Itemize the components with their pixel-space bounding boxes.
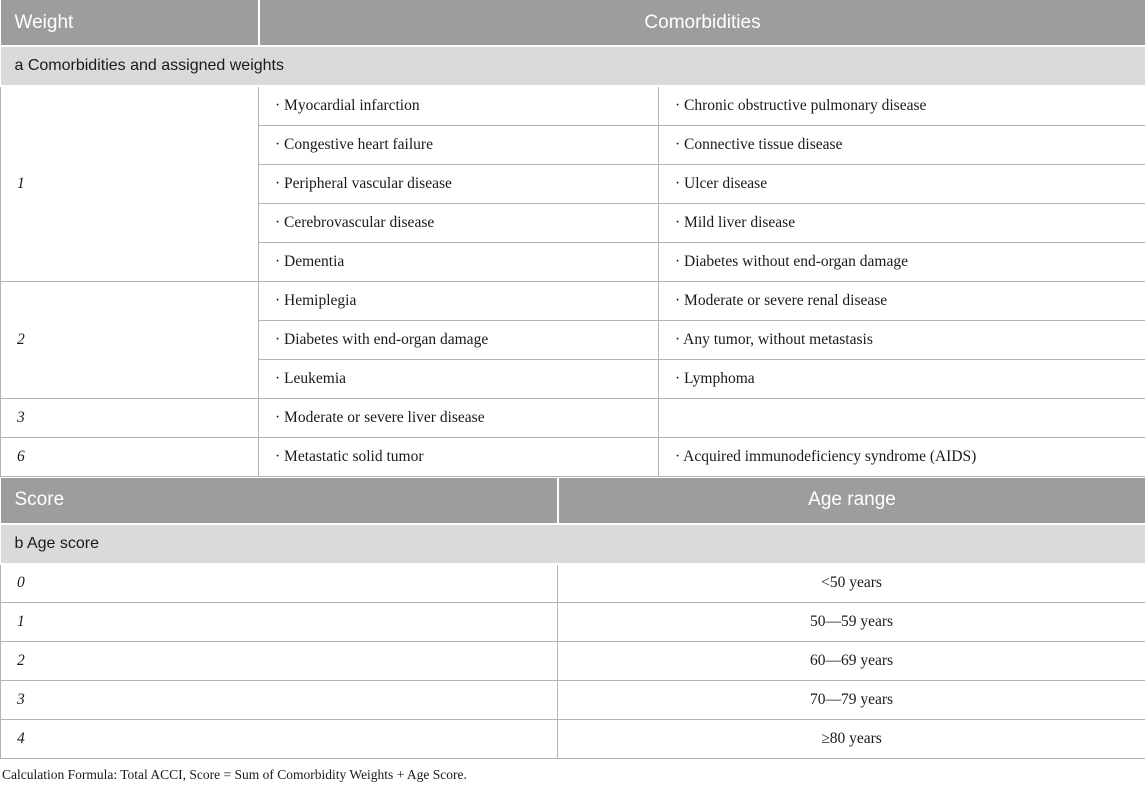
comorbidity-item-empty — [659, 398, 1145, 437]
comorbidities-header-row — [1, 0, 1145, 46]
table-row — [1, 86, 1145, 125]
weight-value: 1 — [1, 86, 259, 281]
age-score-header-row — [1, 478, 1145, 524]
age-range-value: ≥80 years — [558, 720, 1145, 759]
comorbidity-item: · Moderate or severe renal disease — [659, 281, 1145, 320]
comorbidity-item: · Diabetes without end-organ damage — [659, 242, 1145, 281]
score-column-header: Score — [1, 478, 558, 524]
age-range-value: 70—79 years — [558, 681, 1145, 720]
table-row — [1, 681, 1145, 720]
comorbidity-item: · Moderate or severe liver disease — [259, 398, 659, 437]
comorbidity-item: · Peripheral vascular disease — [259, 164, 659, 203]
comorbidity-item: · Cerebrovascular disease — [259, 203, 659, 242]
age-range-value: 60—69 years — [558, 642, 1145, 681]
comorbidity-item: · Any tumor, without metastasis — [659, 320, 1145, 359]
comorbidity-item: · Metastatic solid tumor — [259, 437, 659, 476]
weight-value: 6 — [1, 437, 259, 476]
table-row — [1, 398, 1145, 437]
age-score-table — [0, 478, 1145, 760]
table-row — [1, 720, 1145, 759]
comorbidity-item: · Diabetes with end-organ damage — [259, 320, 659, 359]
comorbidity-item: · Congestive heart failure — [259, 125, 659, 164]
weight-value: 2 — [1, 281, 259, 398]
score-value: 3 — [1, 681, 558, 720]
comorbidities-subheader-label: a Comorbidities and assigned weights — [1, 46, 1145, 86]
comorbidity-item: · Hemiplegia — [259, 281, 659, 320]
comorbidity-item: · Ulcer disease — [659, 164, 1145, 203]
calculation-formula-note: Calculation Formula: Total ACCI, Score = Sum of Comorbidity Weights + Age Score. — [0, 759, 1145, 787]
age-range-value: <50 years — [558, 564, 1145, 603]
age-score-subheader-row — [1, 524, 1145, 564]
age-range-value: 50—59 years — [558, 603, 1145, 642]
table-row — [1, 564, 1145, 603]
table-row — [1, 603, 1145, 642]
age-range-column-header: Age range — [558, 478, 1145, 524]
table-row — [1, 642, 1145, 681]
score-value: 4 — [1, 720, 558, 759]
weight-column-header: Weight — [1, 0, 259, 46]
comorbidity-item: · Dementia — [259, 242, 659, 281]
comorbidity-item: · Myocardial infarction — [259, 86, 659, 125]
score-value: 2 — [1, 642, 558, 681]
comorbidity-item: · Leukemia — [259, 359, 659, 398]
comorbidity-item: · Lymphoma — [659, 359, 1145, 398]
comorbidity-item: · Acquired immunodeficiency syndrome (AIDS) — [659, 437, 1145, 476]
weight-value: 3 — [1, 398, 259, 437]
comorbidity-item: · Chronic obstructive pulmonary disease — [659, 86, 1145, 125]
table-row — [1, 437, 1145, 476]
score-value: 0 — [1, 564, 558, 603]
comorbidities-column-header: Comorbidities — [259, 0, 1145, 46]
score-value: 1 — [1, 603, 558, 642]
comorbidities-subheader-row — [1, 46, 1145, 86]
table-row — [1, 281, 1145, 320]
comorbidity-item: · Connective tissue disease — [659, 125, 1145, 164]
age-score-subheader-label: b Age score — [1, 524, 1145, 564]
comorbidity-item: · Mild liver disease — [659, 203, 1145, 242]
